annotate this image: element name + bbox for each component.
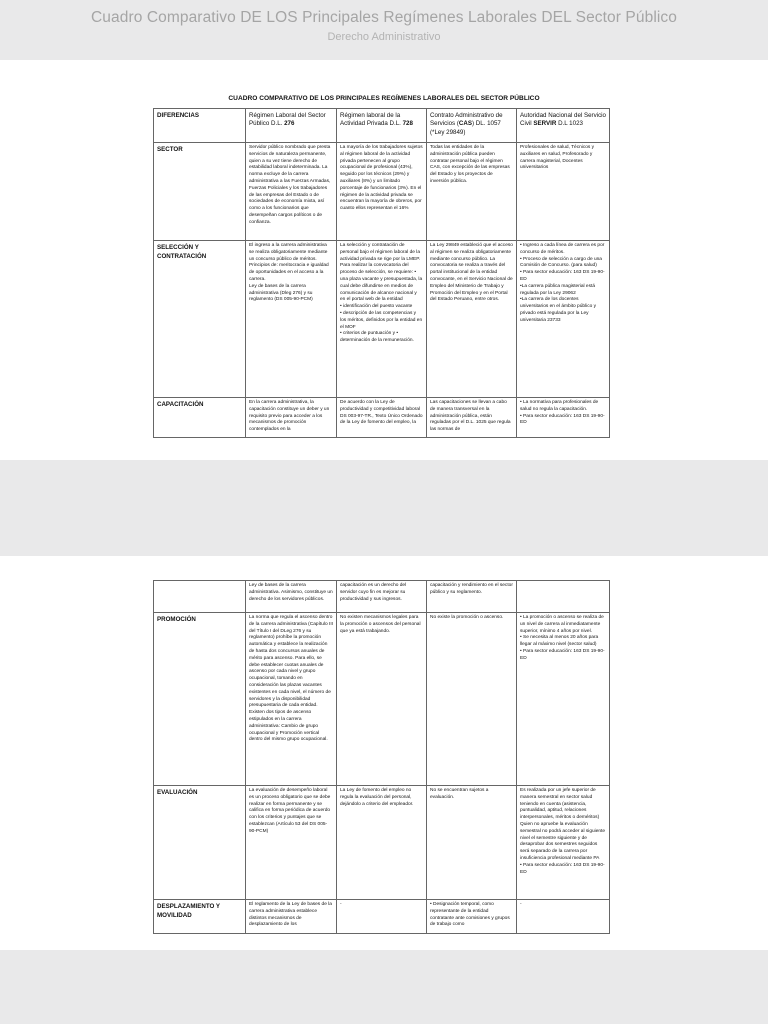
row-label-promocion: PROMOCIÓN (154, 613, 246, 786)
table-cell: - (337, 900, 427, 934)
table-cell: - (517, 900, 610, 934)
document-header (0, 0, 768, 60)
table-row-capacitacion-continued (154, 581, 610, 613)
header-regimen-728: Régimen laboral de la Actividad Privada D.L. 728 (337, 109, 427, 143)
table-cell: • Ingreso a cada línea de carrera es por concurso de méritos. • Proceso de selección a cargo de una Comisión de Concurso. (para salud) • Para sector educación: 163 DS 19-90-ED •La carrera pública magisterial está regulada por la Ley 29062 •La carrera de los docentes universitarios en el ámbito público y privado está regulada por la Ley universitaria 23733 (517, 241, 610, 398)
table-cell: Es realizada por un jefe superior de manera semestral en sector salud teniendo en cuenta (asistencia, puntualidad, aptitud, relaciones interpersonales, méritos o deméritos) Quien no apruebe la evaluación semestral no podrá acceder al siguiente nivel el semestre siguiente y de desaprobar dos semestres seguidos será separado de la carrera por insuficiencia profesional mediante PA • Para sector educación: 163 DS 19-90-ED (517, 786, 610, 900)
row-label-evaluacion: EVALUACIÓN (154, 786, 246, 900)
table-cell: • La promoción o ascenso se realiza de un nivel de carrera al inmediatamente superior, mínimo 4 años por nivel. • Se necesita al menos 20 años para llegar al máximo nivel (sector salud) • Para sector educación: 163 DS 19-90-ED (517, 613, 610, 786)
table-cell: La norma que regula el ascenso dentro de la carrera administrativa (Capítulo III del Título I del DLeg 276 y su reglamento) prohíbe la promoción automática y establece la realización de hasta dos concursos anuales de mérito para ascenso. Para ello, se debe establecer cuotas anuales de ascenso por cada nivel y grupo ocupacional, tomando en consideración las plazas vacantes existentes en cada nivel, el número de servidores y la disponibilidad presupuestaria de cada entidad. Existen dos tipos de ascenso estipulados en la carrera administrativa: Cambio de grupo ocupacional y Promoción vertical dentro del mismo grupo ocupacional. (246, 613, 337, 786)
comparison-table (153, 108, 610, 438)
table-cell: No existe la promoción o ascenso. (427, 613, 517, 786)
table-cell: La mayoría de los trabajadores sujetos al régimen laboral de la actividad privada pertenecen al grupo ocupacional de profesional (43%), seguido por los técnicos (29%) y auxiliares (8%) y un limitado porcentaje de funcionarios (3%). En el régimen de la actividad privada se encuentran la mayoría de obreros, por cuanto ellos representan el 16% (337, 143, 427, 241)
table-row-promocion (154, 613, 610, 786)
table-cell: Servidor público nombrado que presta servicios de naturaleza permanente, quien a su vez tiene derecho de estabilidad laboral indeterminada. La norma excluye de la carrera administrativa a las Fuerzas Armadas, Fuerzas Policiales y los trabajadores de las empresas del Estado o de sociedades de economía mixta, así como a los funcionarios que desempeñan cargos políticos o de confianza. (246, 143, 337, 241)
header-regimen-276: Régimen Laboral del Sector Público D.L. 276 (246, 109, 337, 143)
row-label-sector: SECTOR (154, 143, 246, 241)
row-label-desplazamiento: DESPLAZAMIENTO Y MOVILIDAD (154, 900, 246, 934)
table-cell: Ley de bases de la carrera administrativa. Asimismo, constituye un derecho de los servidores públicos. (246, 581, 337, 613)
document-subtitle: Derecho Administrativo (327, 31, 441, 43)
table-cell: Las capacitaciones se llevan a cabo de manera transversal en la administración pública, están reguladas por el D.L. 1025 que regula las normas de (427, 398, 517, 438)
table-row-sector (154, 143, 610, 241)
row-label-capacitacion: CAPACITACIÓN (154, 398, 246, 438)
row-label-seleccion: SELECCIÓN Y CONTRATACIÓN (154, 241, 246, 398)
table-cell (517, 581, 610, 613)
table-cell: capacitación es un derecho del servidor cuyo fin es mejorar su productividad y sus ingresos. (337, 581, 427, 613)
table-row-evaluacion (154, 786, 610, 900)
table-cell: • Designación temporal, como representante de la entidad contratante ante comisiones y grupos de trabajo como (427, 900, 517, 934)
table-title: CUADRO COMPARATIVO DE LOS PRINCIPALES REGÍMENES LABORALES DEL SECTOR PÚBLICO (228, 95, 540, 102)
table-cell: La evaluación de desempeño laboral es un proceso obligatorio que se debe realizar en forma permanente y se califica en forma periódica de acuerdo con los criterios y puntajes que se establezcan (Artículo 53 del DS 005-90-PCM) (246, 786, 337, 900)
document-page-1 (0, 60, 768, 460)
document-title: Cuadro Comparativo DE LOS Principales Regímenes Laborales DEL Sector Público (91, 9, 677, 26)
table-cell: Todas las entidades de la administración pública pueden contratar personal bajo el régimen CAS, con excepción de las empresas del Estado y los proyectos de inversión pública. (427, 143, 517, 241)
header-servir: Autoridad Nacional del Servicio Civil SERVIR D.L 1023 (517, 109, 610, 143)
header-diferencias: DIFERENCIAS (154, 109, 246, 143)
table-cell: La selección y contratación de personal bajo el régimen laboral de la actividad privada se rige por la LMEP. Para realizar la convocatoria del proceso de selección, se requiere: • una plaza vacante y presupuestada, la cual debe difundirse en medios de comunicación de alcance nacional y en el portal web de la entidad • identificación del puesto vacante • descripción de las competencias y los méritos, definidos por la entidad en el MOF • criterios de puntuación y • determinación de la remuneración. (337, 241, 427, 398)
table-row-desplazamiento (154, 900, 610, 934)
table-row-capacitacion (154, 398, 610, 438)
table-cell: El reglamento de la Ley de bases de la carrera administrativa establece distintos mecanismos de desplazamiento de los (246, 900, 337, 934)
table-header-row (154, 109, 610, 143)
table-cell: capacitación y rendimiento en el sector público y su reglamento. (427, 581, 517, 613)
header-cas: Contrato Administrativo de Servicios (CAS) DL. 1057 (*Ley 29849) (427, 109, 517, 143)
table-cell: La Ley de fomento del empleo no regula la evaluación del personal, dejándolo a criterio del empleador. (337, 786, 427, 900)
document-page-2 (0, 556, 768, 950)
table-cell: Profesionales de salud, Técnicos y auxiliares en salud, Profesorado y carrera magisterial, Docentes universitarios (517, 143, 610, 241)
table-row-seleccion (154, 241, 610, 398)
table-cell: No existen mecanismos legales para la promoción o ascensos del personal que ya está trabajando. (337, 613, 427, 786)
table-cell: De acuerdo con la Ley de productividad y competitividad laboral DS 003-97-TR., Texto Único Ordenado de la Ley de fomento del empleo, la (337, 398, 427, 438)
comparison-table-continued (153, 580, 610, 934)
table-cell: No se encuentran sujetos a evaluación. (427, 786, 517, 900)
table-cell: El ingreso a la carrera administrativa se realiza obligatoriamente mediante un concurso público de méritos. Principios de: meritocracia e igualdad de oportunidades en el acceso a la carrera. Ley de bases de la carrera administrativa (Dleg 276) y su reglamento (DS 005-90-PCM) (246, 241, 337, 398)
row-label-empty (154, 581, 246, 613)
table-cell: En la carrera administrativa, la capacitación constituye un deber y un requisito previo para acceder a los mecanismos de promoción contemplados en la (246, 398, 337, 438)
table-cell: La Ley 29849 estableció que el acceso al régimen se realiza obligatoriamente mediante concurso público. La convocatoria se realiza a través del portal institucional de la entidad convocante, en el Servicio Nacional de Empleo del Ministerio de Trabajo y Promoción del Empleo y en el Portal del Estado Peruano, entre otros. (427, 241, 517, 398)
table-cell: • La normativa para profesionales de salud no regula la capacitación. • Para sector educación: 163 DS 19-90-ED (517, 398, 610, 438)
